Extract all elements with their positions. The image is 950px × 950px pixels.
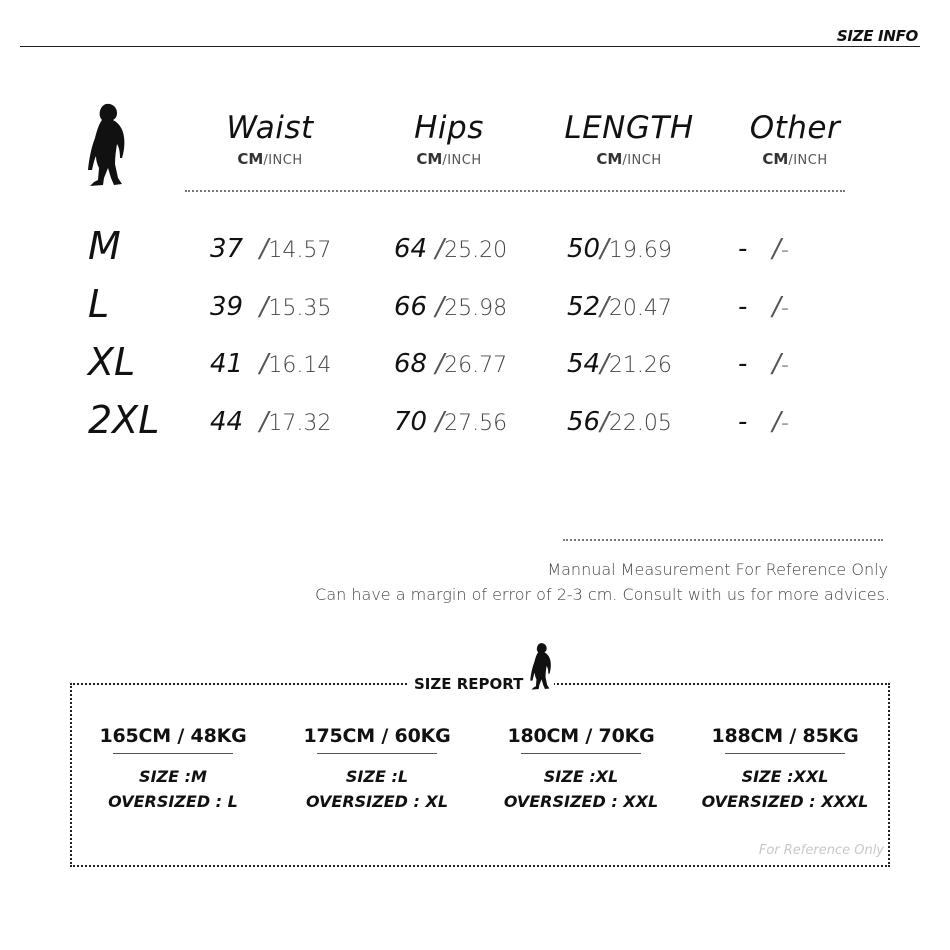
waist-cell: 37 /14.57 (210, 234, 332, 264)
hips-cell: 68 /26.77 (394, 349, 508, 379)
gorilla-icon (84, 102, 130, 190)
length-cell: 50/19.69 (567, 234, 672, 264)
size-label: XL (88, 340, 136, 384)
oversized-size: OVERSIZED : XXXL (701, 792, 869, 811)
length-cell: 56/22.05 (567, 407, 672, 437)
column-header-other (710, 110, 880, 168)
recommended-size: SIZE :L (345, 767, 409, 786)
header-dotted-divider (185, 190, 845, 192)
height-weight: 180CM / 70KG (507, 725, 655, 747)
waist-cell: 41 /16.14 (210, 349, 332, 379)
column-header-hips (364, 110, 534, 168)
note-line-1: Mannual Measurement For Reference Only (547, 560, 888, 579)
length-cell: 52/20.47 (567, 292, 672, 322)
column-header-waist (185, 110, 355, 168)
reference-note: For Reference Only (758, 843, 884, 858)
hips-cell: 70 /27.56 (394, 407, 508, 437)
height-weight: 188CM / 85KG (711, 725, 859, 747)
column-name: Other (749, 110, 841, 146)
recommended-size: SIZE :XL (543, 767, 619, 786)
size-label: M (88, 224, 121, 268)
oversized-size: OVERSIZED : XL (305, 792, 449, 811)
column-name: Waist (226, 110, 314, 146)
other-cell: - /- (738, 234, 789, 264)
waist-cell: 44 /17.32 (210, 407, 332, 437)
column-unit: CM/INCH (762, 150, 828, 168)
waist-cell: 39 /15.35 (210, 292, 332, 322)
column-name: LENGTH (564, 110, 694, 146)
size-report-entry (486, 725, 676, 814)
other-cell: - /- (738, 407, 789, 437)
oversized-size: OVERSIZED : L (108, 792, 238, 811)
other-cell: - /- (738, 292, 789, 322)
height-weight: 175CM / 60KG (303, 725, 451, 747)
column-header-length (544, 110, 714, 168)
other-cell: - /- (738, 349, 789, 379)
column-unit: CM/INCH (596, 150, 662, 168)
entry-underline (113, 753, 233, 754)
height-weight: 165CM / 48KG (99, 725, 247, 747)
size-report-entry (690, 725, 880, 814)
recommended-size: SIZE :XXL (741, 767, 829, 786)
size-report-title: SIZE REPORT (408, 675, 529, 693)
column-name: Hips (414, 110, 484, 146)
oversized-size: OVERSIZED : XXL (503, 792, 659, 811)
header-divider (20, 46, 920, 47)
column-unit: CM/INCH (416, 150, 482, 168)
column-unit: CM/INCH (237, 150, 303, 168)
size-report-entry (78, 725, 268, 814)
size-label: 2XL (88, 398, 160, 442)
gorilla-small-icon (528, 642, 554, 692)
note-line-2: Can have a margin of error of 2-3 cm. Consult with us for more advices. (315, 585, 890, 604)
size-report-entry (282, 725, 472, 814)
length-cell: 54/21.26 (567, 349, 672, 379)
page-title: SIZE INFO (836, 27, 918, 45)
entry-underline (521, 753, 641, 754)
hips-cell: 66 /25.98 (394, 292, 508, 322)
entry-underline (317, 753, 437, 754)
entry-underline (725, 753, 845, 754)
size-label: L (88, 282, 110, 326)
hips-cell: 64 /25.20 (394, 234, 508, 264)
note-dotted-divider (563, 539, 883, 541)
recommended-size: SIZE :M (139, 767, 207, 786)
